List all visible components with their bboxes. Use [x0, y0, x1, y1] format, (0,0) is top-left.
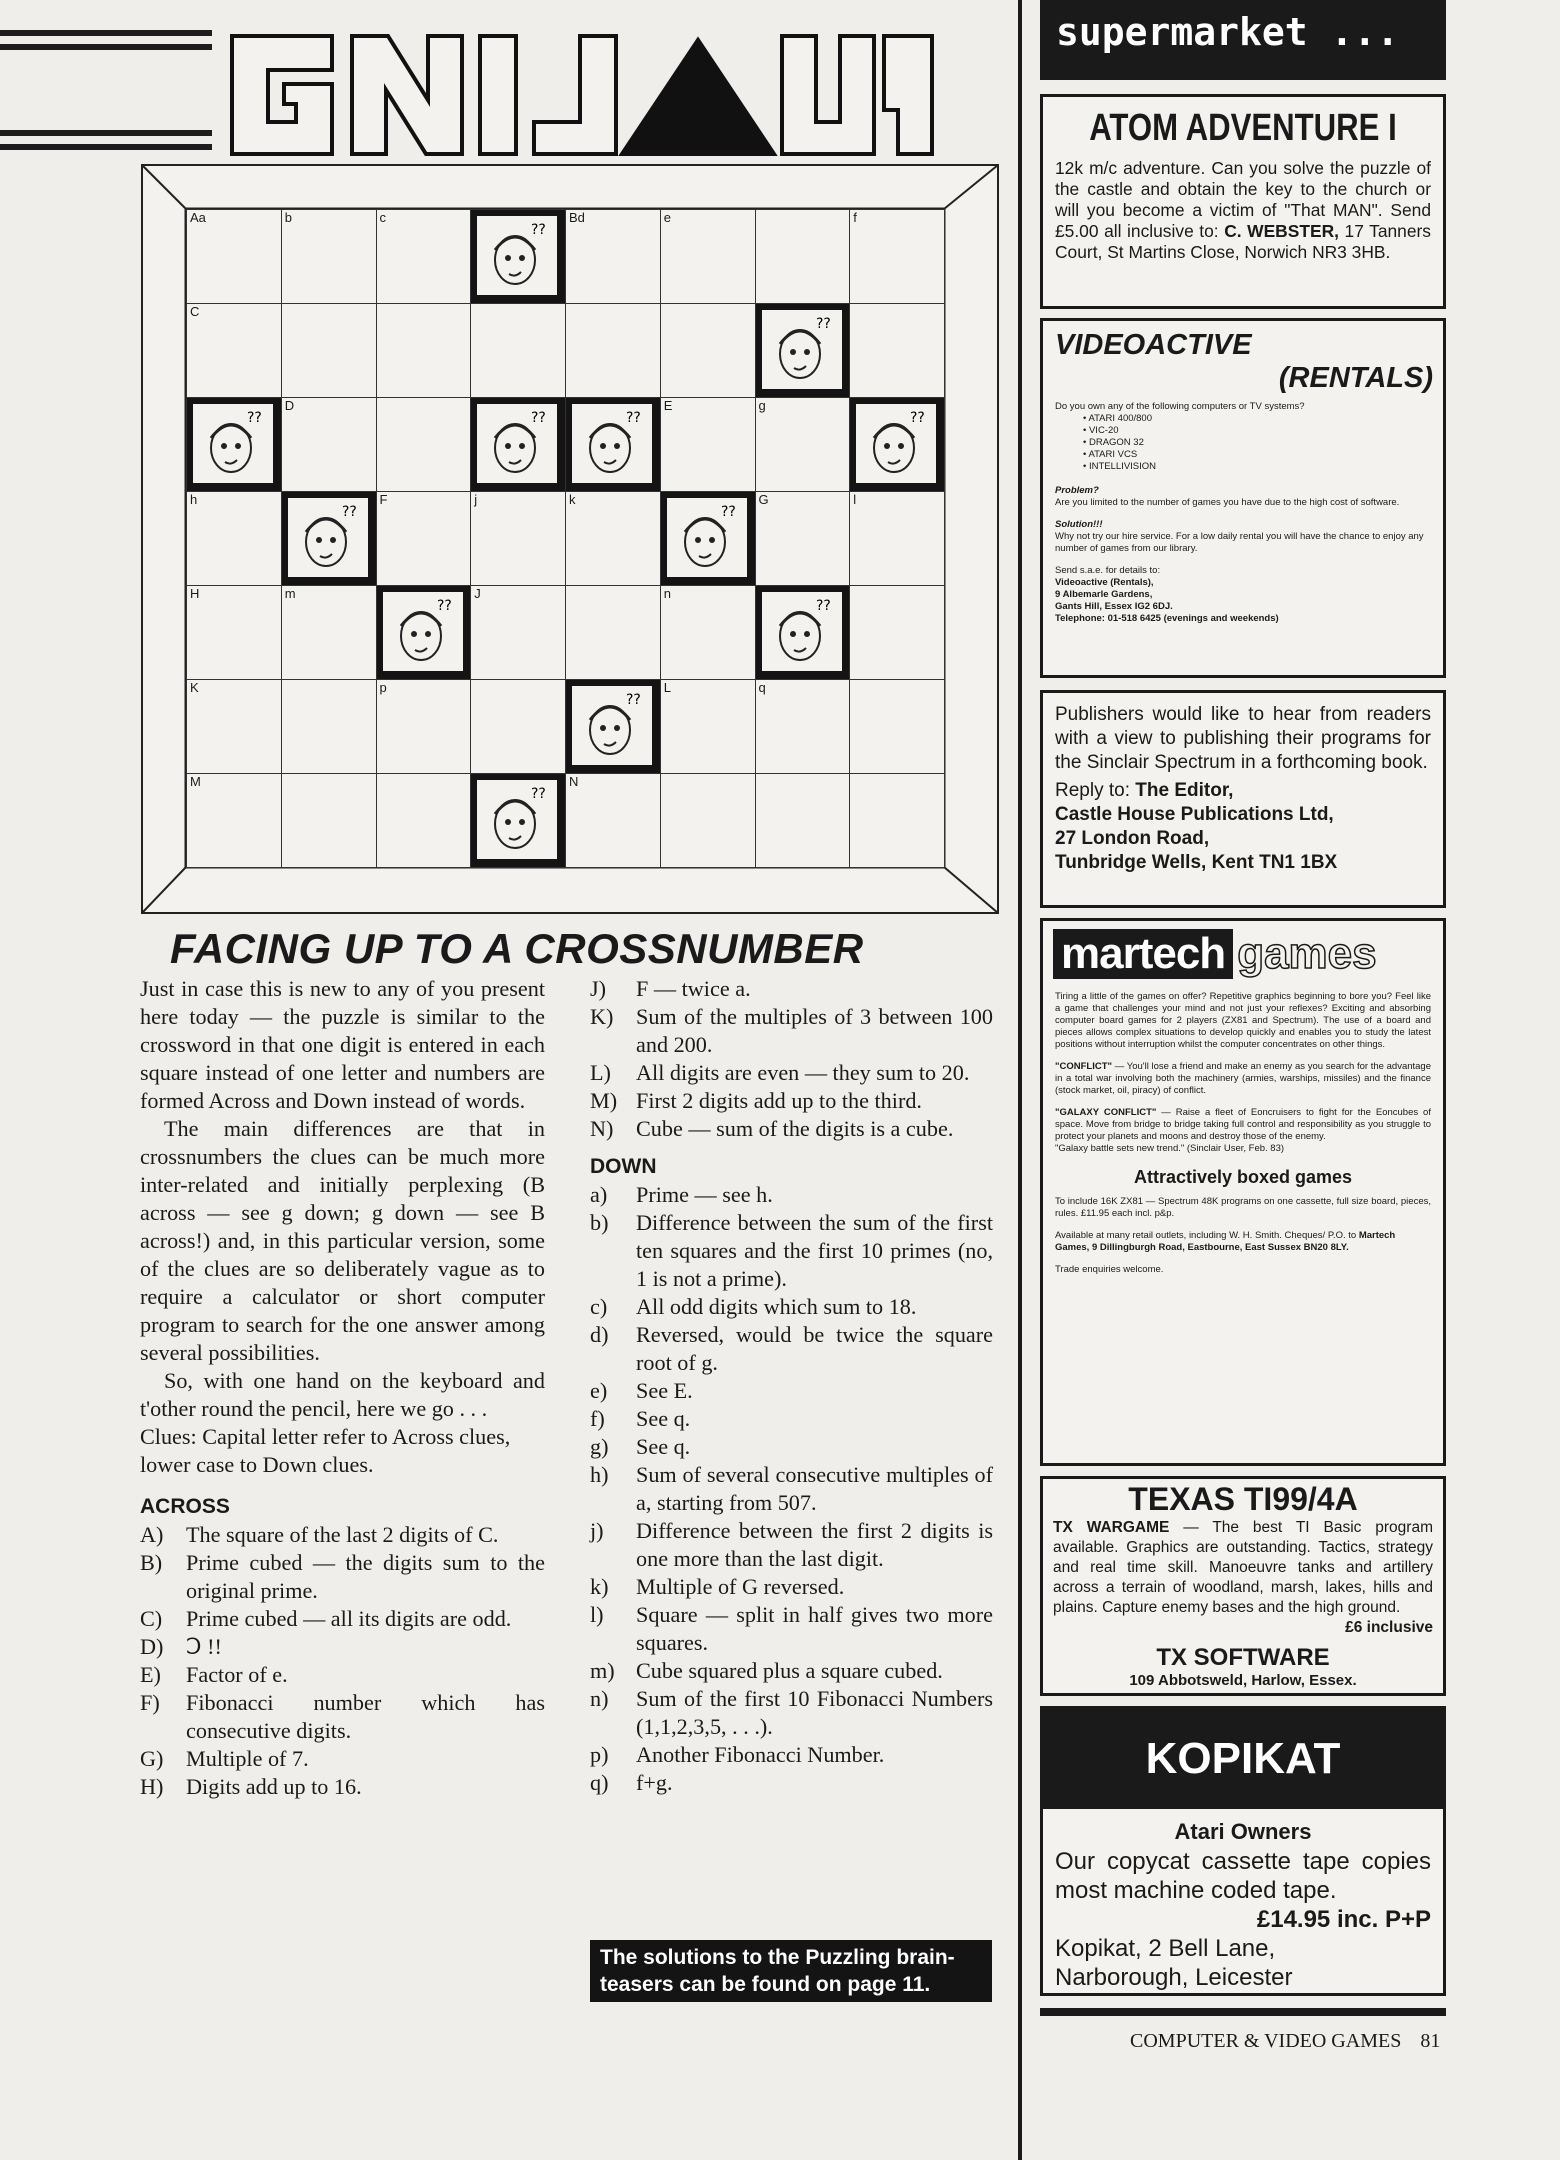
cell-label: Aa	[190, 210, 206, 225]
clue-key: F)	[140, 1690, 160, 1715]
cell-label: F	[379, 492, 388, 507]
down-clues	[590, 1181, 993, 1797]
clue-item	[590, 1003, 993, 1059]
across-clues-right	[590, 975, 993, 1143]
grid-cell	[281, 773, 377, 868]
clue-key: n)	[590, 1686, 609, 1711]
grid-cell	[849, 679, 945, 774]
kopikat-address1: Kopikat, 2 Bell Lane,	[1055, 1935, 1276, 1962]
grid-cell	[660, 585, 756, 680]
videoactive-problem-head: Problem?	[1055, 485, 1099, 496]
clue-text: Sum of several consecutive multiples of a, starting from 507.	[636, 1462, 993, 1515]
clue-key: G)	[140, 1746, 164, 1771]
cell-label: E	[663, 398, 673, 413]
grid-face-square	[755, 585, 851, 680]
system-item	[1083, 425, 1431, 437]
clue-key: h)	[590, 1462, 609, 1487]
clue-text: Cube squared plus a square cubed.	[636, 1658, 943, 1683]
grid-cell	[470, 303, 566, 398]
clue-item	[590, 1293, 993, 1321]
grid-cell	[849, 303, 945, 398]
martech-galaxy-text: — Raise a fleet of Eoncruisers to fight for the Eoncubes of space. Move from bridge to bridge taking full control and responsibility as you struggle to protect your planets and moons and destroy those of the enemy.	[1055, 1107, 1431, 1142]
clue-key: l)	[590, 1602, 604, 1627]
videoactive-phone: Telephone: 01-518 6425 (evenings and weekends)	[1055, 613, 1279, 624]
grid-cell	[660, 303, 756, 398]
clue-text: Fibonacci number which has consecutive digits.	[186, 1690, 545, 1743]
grid-face-square	[755, 303, 851, 398]
clue-text: Square — split in half gives two more squares.	[636, 1602, 993, 1655]
bullet-icon: •	[1083, 449, 1089, 460]
ad-martech	[1040, 918, 1446, 1466]
videoactive-addr2: 9 Albemarle Gardens,	[1055, 589, 1153, 600]
supermarket-banner	[1040, 0, 1446, 80]
clue-text: Multiple of G reversed.	[636, 1574, 845, 1599]
across-clues-left	[140, 1521, 545, 1801]
system-item	[1083, 449, 1431, 461]
clue-key: K)	[590, 1004, 614, 1029]
clue-key: d)	[590, 1322, 609, 1347]
clue-text: Factor of e.	[186, 1662, 288, 1687]
footer-magazine-name: COMPUTER & VIDEO GAMES	[1130, 2030, 1402, 2052]
grid-cell	[376, 209, 472, 304]
cartoon-face-icon	[667, 498, 747, 577]
cell-label: q	[758, 680, 766, 695]
system-item	[1083, 461, 1431, 473]
system-name: INTELLIVISION	[1088, 461, 1157, 472]
clue-text: Another Fibonacci Number.	[636, 1742, 885, 1767]
cartoon-face-icon	[762, 592, 842, 671]
cartoon-face-icon	[856, 404, 936, 483]
clue-item	[590, 1181, 993, 1209]
grid-cell	[281, 679, 377, 774]
grid-cell	[470, 585, 566, 680]
clue-key: C)	[140, 1606, 163, 1631]
grid-cell	[755, 773, 851, 868]
clue-item	[590, 1769, 993, 1797]
grid-cell	[565, 585, 661, 680]
clue-key: e)	[590, 1378, 608, 1403]
page-number: 81	[1420, 2030, 1441, 2052]
grid-face-square	[849, 397, 945, 492]
clue-text: See q.	[636, 1434, 691, 1459]
clue-key: D)	[140, 1634, 164, 1659]
clue-item	[590, 1405, 993, 1433]
videoactive-systems	[1043, 413, 1443, 473]
martech-conflict-head: "CONFLICT"	[1055, 1061, 1113, 1072]
bullet-icon: •	[1083, 425, 1089, 436]
cell-label: p	[379, 680, 387, 695]
clue-item	[590, 1059, 993, 1087]
grid-cell	[470, 491, 566, 586]
grid-cell	[281, 397, 377, 492]
clue-text: Difference between the first 2 digits is one more than the last digit.	[636, 1518, 993, 1571]
videoactive-question: Do you own any of the following computers or TV systems?	[1055, 401, 1305, 412]
banner-text: supermarket ...	[1056, 10, 1400, 54]
martech-galaxy-head: "GALAXY CONFLICT"	[1055, 1107, 1157, 1118]
svg-text:??: ??	[436, 598, 452, 614]
grid-cells	[186, 209, 944, 867]
grid-cell	[755, 679, 851, 774]
martech-include: To include 16K ZX81 — Spectrum 48K programs on one cassette, full size board, pieces, rules. £11.95 each incl. p&p.	[1055, 1196, 1431, 1219]
svg-text:??: ??	[720, 504, 736, 520]
system-name: VIC-20	[1088, 425, 1119, 436]
clue-key: b)	[590, 1210, 609, 1235]
cartoon-face-icon	[762, 310, 842, 389]
grid-cell	[376, 491, 472, 586]
grid-cell	[186, 773, 282, 868]
grid-face-square	[376, 585, 472, 680]
clue-item	[590, 1741, 993, 1769]
clue-text: All odd digits which sum to 18.	[636, 1294, 917, 1319]
clue-text: The square of the last 2 digits of C.	[186, 1522, 499, 1547]
column-divider	[1018, 0, 1022, 2160]
clue-item	[590, 1657, 993, 1685]
videoactive-solution-head: Solution!!!	[1055, 519, 1103, 530]
kopikat-body	[1043, 1845, 1443, 1933]
grid-cell	[376, 303, 472, 398]
down-heading: DOWN	[590, 1155, 657, 1178]
svg-text:??: ??	[341, 504, 357, 520]
grid-face-square	[470, 397, 566, 492]
grid-face-square	[565, 397, 661, 492]
grid-cell	[281, 303, 377, 398]
clue-item	[140, 1549, 545, 1605]
texas-body-text: — The best TI Basic program available. Graphics are outstanding. Tactics, strategy and real time skill. Manoeuvre tanks and artillery across a terrain of woodland, marsh, lakes, hills and plains. Capture enemy bases and the high ground.	[1053, 1519, 1433, 1616]
cell-label: Bd	[569, 210, 585, 225]
atom-body	[1043, 150, 1443, 263]
across-heading: ACROSS	[140, 1495, 230, 1518]
grid-cell	[660, 679, 756, 774]
intro-paragraph-3: So, with one hand on the keyboard and t'other round the pencil, here we go . . .	[140, 1368, 545, 1421]
martech-available-text: Available at many retail outlets, including W. H. Smith. Cheques/ P.O. to	[1055, 1230, 1357, 1241]
clue-item	[590, 1685, 993, 1741]
grid-cell	[755, 491, 851, 586]
clue-item	[140, 1605, 545, 1633]
cartoon-face-icon	[572, 404, 652, 483]
grid-cell	[849, 773, 945, 868]
system-item	[1083, 437, 1431, 449]
kopikat-header	[1043, 1709, 1443, 1809]
clue-item	[140, 1773, 545, 1801]
svg-text:??: ??	[531, 410, 547, 426]
clue-key: N)	[590, 1116, 614, 1141]
clue-key: f)	[590, 1406, 605, 1431]
publishers-reply-label: Reply to:	[1055, 780, 1130, 801]
kopikat-subtitle: Atari Owners	[1174, 1819, 1312, 1844]
grid-cell	[849, 585, 945, 680]
clue-key: E)	[140, 1662, 161, 1687]
clue-item	[590, 1115, 993, 1143]
atom-name: C. WEBSTER,	[1224, 221, 1339, 241]
cell-label: n	[663, 586, 671, 601]
ad-publishers	[1040, 690, 1446, 908]
martech-conflict	[1043, 1051, 1443, 1097]
texas-title: TEXAS TI99/4A	[1128, 1481, 1358, 1517]
grid-cell	[849, 209, 945, 304]
clue-text: Prime — see h.	[636, 1182, 773, 1207]
cell-label: L	[663, 680, 671, 695]
cell-label: k	[569, 492, 576, 507]
martech-logo-main: martech	[1053, 929, 1233, 979]
videoactive-title: VIDEOACTIVE	[1055, 329, 1252, 361]
martech-quote: "Galaxy battle sets new trend." (Sinclair User, Feb. 83)	[1055, 1143, 1285, 1154]
grid-cell	[376, 773, 472, 868]
cell-label: j	[474, 492, 478, 507]
intro-paragraph-2: The main differences are that in crossnumbers the clues can be much more inter-related and initially perplexing (B across — see g down; g down — see B across!) and, in this particular version, some of the clues are so deliberately vague as to require a calculator or short computer program to search for the one answer among several possibilities.	[140, 1116, 545, 1365]
svg-text:??: ??	[531, 222, 547, 238]
clue-text: Prime cubed — all its digits are odd.	[186, 1606, 512, 1631]
martech-logo	[1043, 921, 1443, 979]
clue-item	[590, 1461, 993, 1517]
cell-label: e	[663, 210, 671, 225]
grid-face-square	[470, 773, 566, 868]
cell-label: C	[190, 304, 200, 319]
publishers-reply	[1043, 775, 1443, 803]
cell-label: J	[474, 586, 481, 601]
clue-text: See E.	[636, 1378, 693, 1403]
cell-label: G	[758, 492, 769, 507]
clue-item	[590, 1087, 993, 1115]
grid-cell	[565, 491, 661, 586]
clue-item	[590, 1517, 993, 1573]
clue-text: Difference between the sum of the first ten squares and the first 10 primes (no, 1 is not a prime).	[636, 1210, 993, 1291]
cartoon-face-icon	[477, 404, 557, 483]
clue-item	[590, 1209, 993, 1293]
clue-text: Digits add up to 16.	[186, 1774, 362, 1799]
svg-text:??: ??	[815, 598, 831, 614]
cell-label: H	[190, 586, 200, 601]
grid-cell	[281, 209, 377, 304]
clue-text: Sum of the first 10 Fibonacci Numbers (1,1,2,3,5, . . .).	[636, 1686, 993, 1739]
grid-cell	[376, 397, 472, 492]
atom-address: 17 Tanners Court, St Martins Close, Norwich NR3 3HB.	[1055, 221, 1431, 262]
clue-text: Multiple of 7.	[186, 1746, 309, 1771]
grid-cell	[660, 209, 756, 304]
header-stripe	[0, 30, 212, 36]
header-stripe	[0, 44, 212, 50]
grid-cell	[470, 679, 566, 774]
clue-key: k)	[590, 1574, 609, 1599]
footer-magazine	[1130, 2030, 1440, 2053]
kopikat-price: £14.95 inc. P+P	[1256, 1906, 1431, 1933]
clue-text: Prime cubed — the digits sum to the original prime.	[186, 1550, 545, 1603]
grid-cell	[186, 303, 282, 398]
martech-boxed: Attractively boxed games	[1133, 1167, 1353, 1187]
clue-text: f+g.	[636, 1770, 673, 1795]
clue-key: L)	[590, 1060, 611, 1085]
cell-label: D	[284, 398, 295, 413]
martech-logo-games: games	[1237, 929, 1377, 978]
ad-kopikat	[1040, 1706, 1446, 1996]
cell-label: f	[853, 210, 857, 225]
clue-item	[590, 1321, 993, 1377]
clue-key: g)	[590, 1434, 609, 1459]
texas-body	[1043, 1518, 1443, 1636]
videoactive-addr3: Gants Hill, Essex IG2 6DJ.	[1055, 601, 1173, 612]
texas-price: £6 inclusive	[1345, 1619, 1433, 1636]
header-stripe	[0, 130, 212, 136]
grid-face-square	[470, 209, 566, 304]
crossnumber-grid	[140, 163, 1000, 915]
kopikat-title: KOPIKAT	[1145, 1734, 1341, 1783]
bullet-icon: •	[1083, 413, 1089, 424]
clue-text: F — twice a.	[636, 976, 751, 1001]
kopikat-address2: Narborough, Leicester	[1055, 1964, 1293, 1991]
clue-text: Cube — sum of the digits is a cube.	[636, 1116, 954, 1141]
martech-available	[1043, 1220, 1443, 1254]
cell-label: b	[284, 210, 292, 225]
svg-text:??: ??	[626, 692, 641, 708]
intro-paragraph-1: Just in case this is new to any of you present here today — the puzzle is similar to the crossword in that one digit is entered in each square instead of one letter and numbers are formed Across and Down instead of words.	[140, 976, 545, 1113]
clue-key: p)	[590, 1742, 609, 1767]
clue-item	[140, 1661, 545, 1689]
grid-cell	[565, 303, 661, 398]
videoactive-solution: Why not try our hire service. For a low daily rental you will have the chance to enjoy any number of games from our library.	[1055, 531, 1424, 554]
cartoon-face-icon	[193, 404, 273, 483]
system-name: DRAGON 32	[1088, 437, 1144, 448]
publishers-body: Publishers would like to hear from readers with a view to publishing their programs for the Sinclair Spectrum in a forthcoming book.	[1055, 704, 1431, 773]
kopikat-body-text: Our copycat cassette tape copies most machine coded tape.	[1055, 1848, 1431, 1904]
grid-face-square	[660, 491, 756, 586]
clue-key: a)	[590, 1182, 608, 1207]
ad-atom-adventure	[1040, 94, 1446, 309]
clue-item	[140, 1745, 545, 1773]
atom-body-text: 12k m/c adventure. Can you solve the puzzle of the castle and obtain the key to the church or will you become a victim of "That MAN". Send £5.00 all inclusive to:	[1055, 158, 1431, 241]
clue-key: A)	[140, 1522, 164, 1547]
grid-cell	[376, 679, 472, 774]
footer-rule	[1040, 2008, 1446, 2016]
martech-trade: Trade enquiries welcome.	[1055, 1264, 1164, 1275]
cell-label: K	[190, 680, 199, 695]
grid-cell	[660, 773, 756, 868]
martech-address: Martech Games, 9 Dillingburgh Road, Eastbourne, East Sussex BN20 8LY.	[1055, 1230, 1396, 1253]
svg-text:??: ??	[815, 316, 831, 332]
bullet-icon: •	[1083, 461, 1089, 472]
clue-key: j)	[590, 1518, 604, 1543]
grid-cell	[849, 491, 945, 586]
martech-intro: Tiring a little of the games on offer? Repetitive graphics beginning to bore you? Feel like a game that challenges your mind and not just your reflexes? Exciting and absorbing computer board games for 2 players (ZX81 and Spectrum). The use of a board and pieces allows complex situations to develop quickly and enables you to study the latest positions without interruption whilst the computer concentrates on other things.	[1055, 991, 1431, 1050]
cartoon-face-icon	[477, 780, 557, 859]
article-right-column	[590, 975, 993, 1797]
cell-label: g	[758, 398, 766, 413]
cell-label: m	[284, 586, 296, 601]
clue-key: J)	[590, 976, 607, 1001]
clue-item	[140, 1633, 545, 1661]
publishers-line1: Castle House Publications Ltd,	[1055, 804, 1334, 825]
svg-text:??: ??	[910, 410, 926, 426]
system-name: ATARI VCS	[1088, 449, 1138, 460]
videoactive-addr1: Videoactive (Rentals),	[1055, 577, 1154, 588]
texas-address: 109 Abbotsweld, Harlow, Essex.	[1129, 1672, 1357, 1689]
grid-cell	[755, 209, 851, 304]
texas-company: TX SOFTWARE	[1156, 1644, 1330, 1671]
ad-videoactive	[1040, 318, 1446, 678]
clue-key: c)	[590, 1294, 608, 1319]
cell-label: N	[569, 774, 579, 789]
clue-key: H)	[140, 1774, 164, 1799]
grid-cell	[281, 585, 377, 680]
system-item	[1083, 413, 1431, 425]
grid-cell	[186, 585, 282, 680]
cell-label: h	[190, 492, 198, 507]
clue-text: First 2 digits add up to the third.	[636, 1088, 922, 1113]
clue-item	[590, 975, 993, 1003]
clues-note: Clues: Capital letter refer to Across clues, lower case to Down clues.	[140, 1424, 511, 1477]
publishers-editor: The Editor,	[1135, 780, 1234, 801]
videoactive-send: Send s.a.e. for details to:	[1055, 565, 1161, 576]
cell-label: M	[190, 774, 201, 789]
svg-text:??: ??	[247, 410, 262, 426]
clue-item	[140, 1521, 545, 1549]
grid-face-square	[281, 491, 377, 586]
atom-title: ATOM ADVENTURE I	[1089, 107, 1397, 149]
cell-label: c	[379, 210, 386, 225]
clue-item	[590, 1573, 993, 1601]
clue-key: m)	[590, 1658, 615, 1683]
clue-item	[590, 1433, 993, 1461]
grid-cell	[755, 397, 851, 492]
clue-key: B)	[140, 1550, 163, 1575]
svg-text:??: ??	[531, 786, 547, 802]
solutions-note: The solutions to the Puzzling brain-teasers can be found on page 11.	[590, 1940, 992, 2002]
cartoon-face-icon	[572, 686, 652, 765]
grid-cell	[565, 773, 661, 868]
ad-texas	[1040, 1476, 1446, 1696]
martech-conflict-text: — You'll lose a friend and make an enemy as you search for the advantage in a total war involving both the machinery (armies, warships, missiles) and the finance (stock market, oil, piracy) of conflict.	[1055, 1061, 1431, 1096]
videoactive-subtitle: (RENTALS)	[1278, 362, 1433, 394]
grid-face-square	[565, 679, 661, 774]
header-stripe	[0, 144, 212, 150]
videoactive-problem: Are you limited to the number of games you have due to the high cost of software.	[1055, 497, 1400, 508]
grid-face-square	[186, 397, 282, 492]
clue-text: Sum of the multiples of 3 between 100 and 200.	[636, 1004, 993, 1057]
clue-key: q)	[590, 1770, 609, 1795]
clue-item	[140, 1689, 545, 1745]
clue-text: All digits are even — they sum to 20.	[636, 1060, 970, 1085]
clue-text: See q.	[636, 1406, 691, 1431]
clue-text: Reversed, would be twice the square root of g.	[636, 1322, 993, 1375]
grid-cell	[660, 397, 756, 492]
page-title-puzzling	[212, 18, 942, 160]
grid-cell	[186, 679, 282, 774]
clue-key: M)	[590, 1088, 618, 1113]
cartoon-face-icon	[383, 592, 463, 671]
texas-lead: TX WARGAME	[1053, 1519, 1170, 1536]
martech-galaxy	[1043, 1097, 1443, 1143]
system-name: ATARI 400/800	[1088, 413, 1152, 424]
article-heading: FACING UP TO A CROSSNUMBER	[170, 925, 864, 972]
publishers-line2: 27 London Road,	[1055, 828, 1210, 849]
article-left-column	[140, 975, 545, 1801]
clue-text: Ↄ !!	[186, 1634, 222, 1659]
grid-cell	[565, 209, 661, 304]
grid-cell	[186, 491, 282, 586]
grid-cell	[186, 209, 282, 304]
cell-label: l	[853, 492, 857, 507]
cartoon-face-icon	[288, 498, 368, 577]
cartoon-face-icon	[477, 216, 557, 295]
svg-text:??: ??	[626, 410, 641, 426]
clue-item	[590, 1601, 993, 1657]
publishers-line3: Tunbridge Wells, Kent TN1 1BX	[1055, 852, 1338, 873]
bullet-icon: •	[1083, 437, 1089, 448]
clue-item	[590, 1377, 993, 1405]
